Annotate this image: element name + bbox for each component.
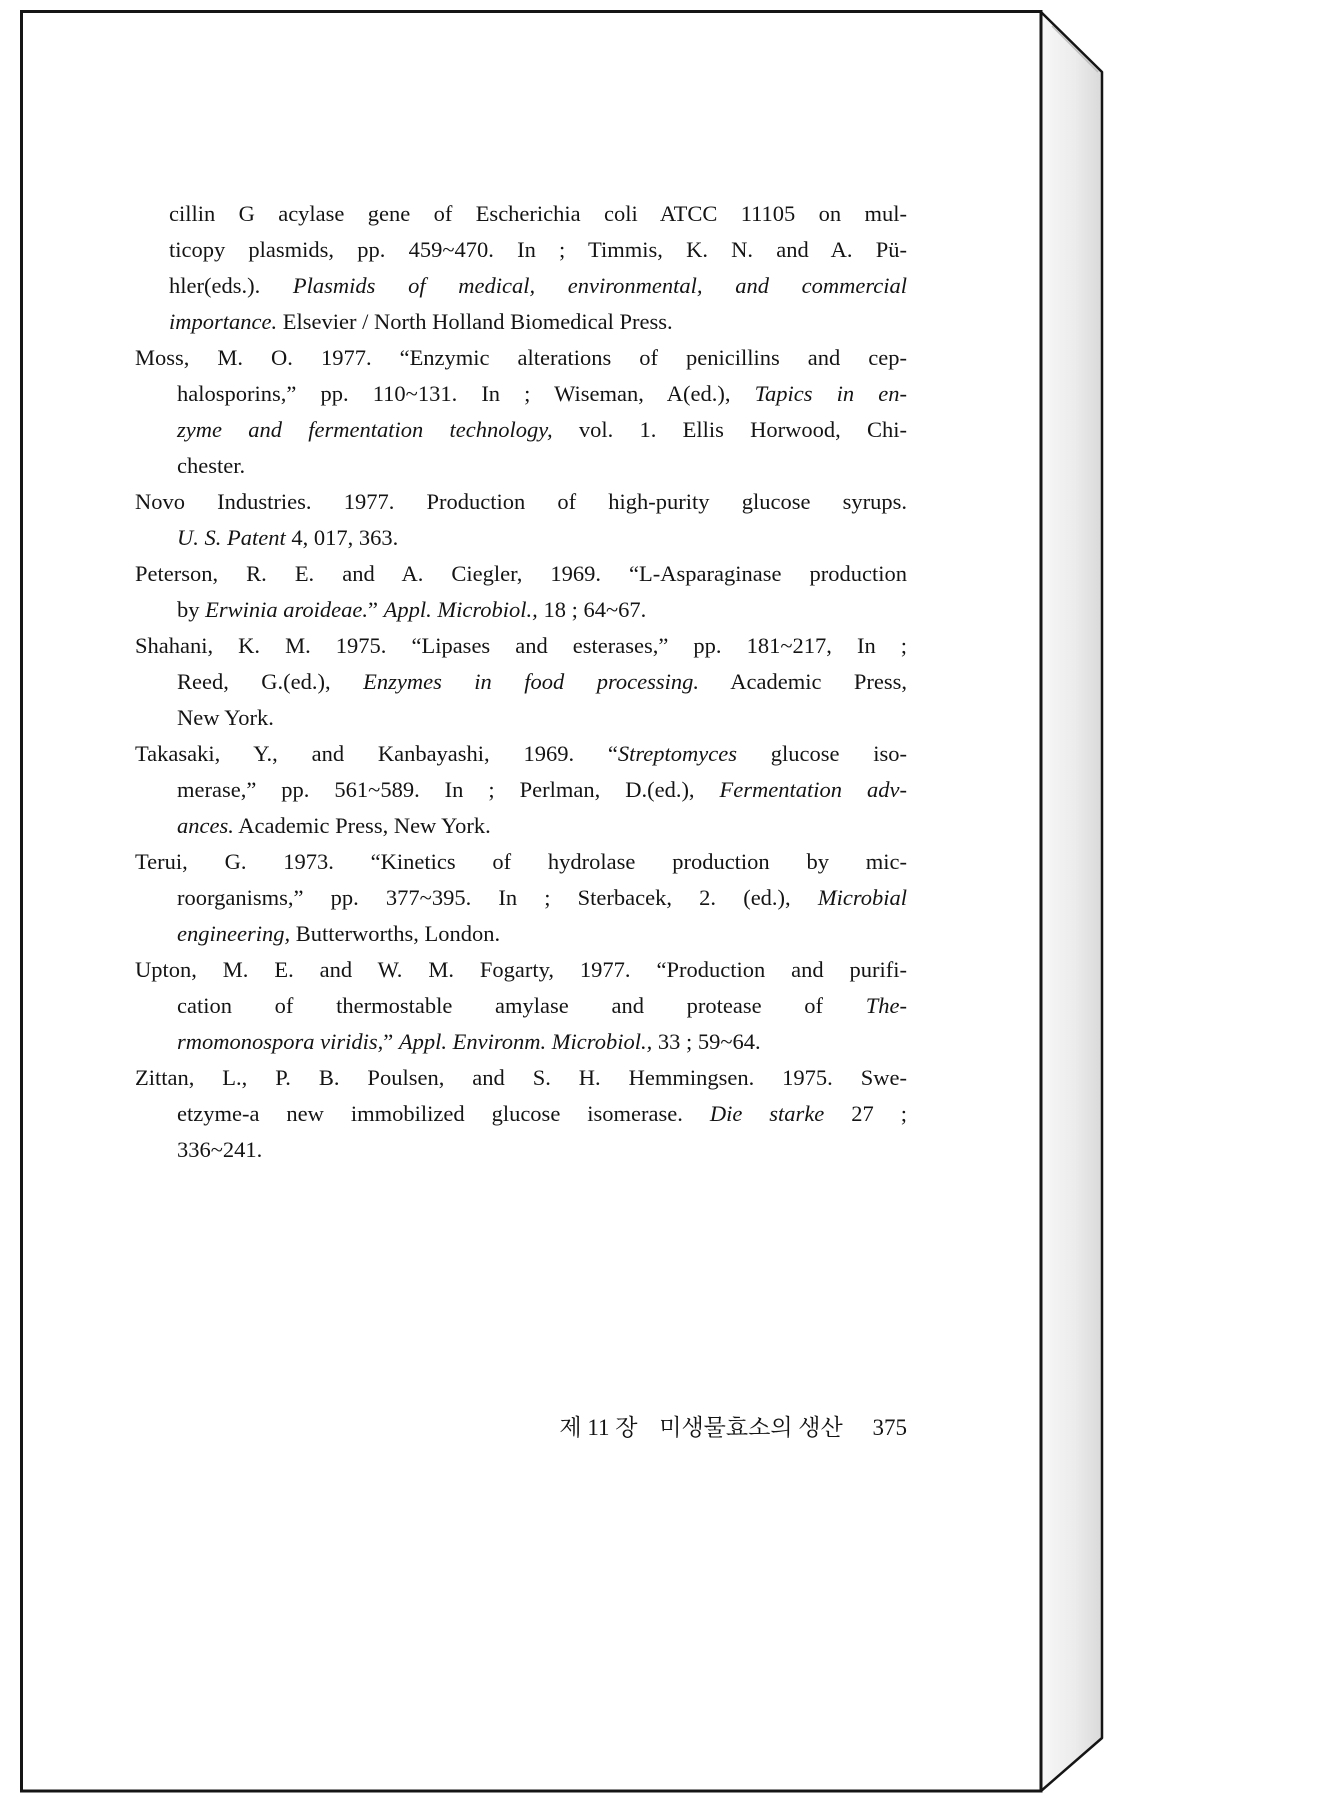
reference-text: hler(eds.). — [169, 273, 293, 298]
reference-italic-text: Appl. Microbiol., — [383, 597, 538, 622]
reference-line — [135, 196, 907, 232]
reference-italic-text: U. S. Patent — [177, 525, 286, 550]
reference-text: 4, 017, 363. — [285, 525, 399, 550]
reference-line — [135, 520, 907, 556]
reference-text: Reed, G.(ed.), — [177, 669, 364, 694]
footer-chapter-title: 미생물효소의 생산 — [659, 1415, 843, 1440]
reference-line — [135, 1096, 907, 1132]
reference-line — [135, 1132, 907, 1168]
reference-entry — [135, 1060, 907, 1168]
reference-text: ticopy plasmids, pp. 459~470. In ; Timmis, K. N. and A. Pü- — [169, 237, 907, 262]
reference-italic-text: ances. — [177, 813, 234, 838]
reference-text: Peterson, R. E. and A. Ciegler, 1969. “L-Asparaginase production — [135, 561, 907, 586]
reference-text: 336~241. — [177, 1137, 263, 1162]
reference-entry — [135, 736, 907, 844]
reference-italic-text: Appl. Environm. Microbiol., — [398, 1029, 653, 1054]
reference-text: 27 ; — [824, 1101, 907, 1126]
page-footer — [135, 1412, 907, 1444]
reference-line — [135, 664, 907, 700]
reference-text: etzyme-a new immobilized glucose isomerase. — [177, 1101, 710, 1126]
reference-text: Novo Industries. 1977. Production of high-purity glucose syrups. — [135, 489, 907, 514]
reference-line — [135, 448, 907, 484]
reference-entry — [135, 556, 907, 628]
reference-italic-text: Microbial — [817, 885, 907, 910]
reference-line — [135, 772, 907, 808]
reference-line — [135, 412, 907, 448]
reference-line — [135, 1060, 907, 1096]
reference-italic-text: rmomonospora viridis, — [177, 1029, 384, 1054]
reference-text: Academic Press, — [699, 669, 908, 694]
reference-line — [135, 556, 907, 592]
references-list — [135, 196, 907, 1168]
reference-italic-text: Die starke — [709, 1101, 825, 1126]
reference-text: Takasaki, Y., and Kanbayashi, 1969. “ — [135, 741, 618, 766]
reference-text: Upton, M. E. and W. M. Fogarty, 1977. “Production and purifi- — [135, 957, 907, 982]
reference-italic-text: zyme and fermentation technology, — [177, 417, 553, 442]
reference-text: Academic Press, New York. — [233, 813, 491, 838]
reference-italic-text: Enzymes in food processing. — [363, 669, 700, 694]
reference-line — [135, 880, 907, 916]
reference-text: Butterworths, London. — [290, 921, 501, 946]
reference-line — [135, 1024, 907, 1060]
reference-italic-text: Tapics in en- — [754, 381, 907, 406]
reference-italic-text: Fermentation adv- — [719, 777, 907, 802]
reference-italic-text: engineering, — [177, 921, 291, 946]
reference-line — [135, 700, 907, 736]
reference-text: chester. — [177, 453, 246, 478]
reference-text: roorganisms,” pp. 377~395. In ; Sterbacek, 2. (ed.), — [177, 885, 818, 910]
reference-text: Zittan, L., P. B. Poulsen, and S. H. Hemmingsen. 1975. Swe- — [135, 1065, 907, 1090]
reference-entry — [135, 340, 907, 484]
reference-line — [135, 592, 907, 628]
reference-entry — [135, 844, 907, 952]
reference-line — [135, 304, 907, 340]
reference-entry — [135, 628, 907, 736]
reference-text: 33 ; 59~64. — [652, 1029, 761, 1054]
reference-line — [135, 988, 907, 1024]
page-edge — [1041, 12, 1102, 1791]
reference-entry — [135, 484, 907, 556]
reference-text: halosporins,” pp. 110~131. In ; Wiseman, A(ed.), — [177, 381, 755, 406]
reference-text: merase,” pp. 561~589. In ; Perlman, D.(ed.), — [177, 777, 720, 802]
reference-italic-text: Streptomyces — [617, 741, 737, 766]
reference-text: cation of thermostable amylase and protease of — [177, 993, 866, 1018]
reference-line — [135, 736, 907, 772]
reference-italic-text: Erwinia aroideae. — [205, 597, 369, 622]
footer-page-number: 375 — [872, 1415, 907, 1440]
reference-text: 18 ; 64~67. — [537, 597, 647, 622]
reference-text: vol. 1. Ellis Horwood, Chi- — [552, 417, 908, 442]
reference-line — [135, 376, 907, 412]
footer-chapter: 제 11 장 — [559, 1415, 638, 1440]
reference-line — [135, 952, 907, 988]
reference-line — [135, 628, 907, 664]
reference-text: by — [177, 597, 206, 622]
reference-line — [135, 268, 907, 304]
reference-entry — [135, 196, 907, 340]
reference-italic-text: The- — [865, 993, 907, 1018]
reference-text: New York. — [177, 705, 274, 730]
reference-line — [135, 340, 907, 376]
reference-text: Shahani, K. M. 1975. “Lipases and esterases,” pp. 181~217, In ; — [135, 633, 907, 658]
reference-text: Terui, G. 1973. “Kinetics of hydrolase production by mic- — [135, 849, 907, 874]
reference-italic-text: Plasmids of medical, environmental, and commercial — [292, 273, 907, 298]
reference-line — [135, 484, 907, 520]
reference-text: Elsevier / North Holland Biomedical Press. — [277, 309, 673, 334]
reference-line — [135, 844, 907, 880]
reference-italic-text: importance. — [169, 309, 278, 334]
reference-line — [135, 232, 907, 268]
reference-text: ” — [368, 597, 384, 622]
reference-text: ” — [383, 1029, 399, 1054]
reference-line — [135, 916, 907, 952]
reference-line — [135, 808, 907, 844]
reference-text: cillin G acylase gene of Escherichia coli ATCC 11105 on mul- — [169, 201, 907, 226]
reference-text: glucose iso- — [736, 741, 907, 766]
reference-entry — [135, 952, 907, 1060]
reference-text: Moss, M. O. 1977. “Enzymic alterations of penicillins and cep- — [135, 345, 907, 370]
